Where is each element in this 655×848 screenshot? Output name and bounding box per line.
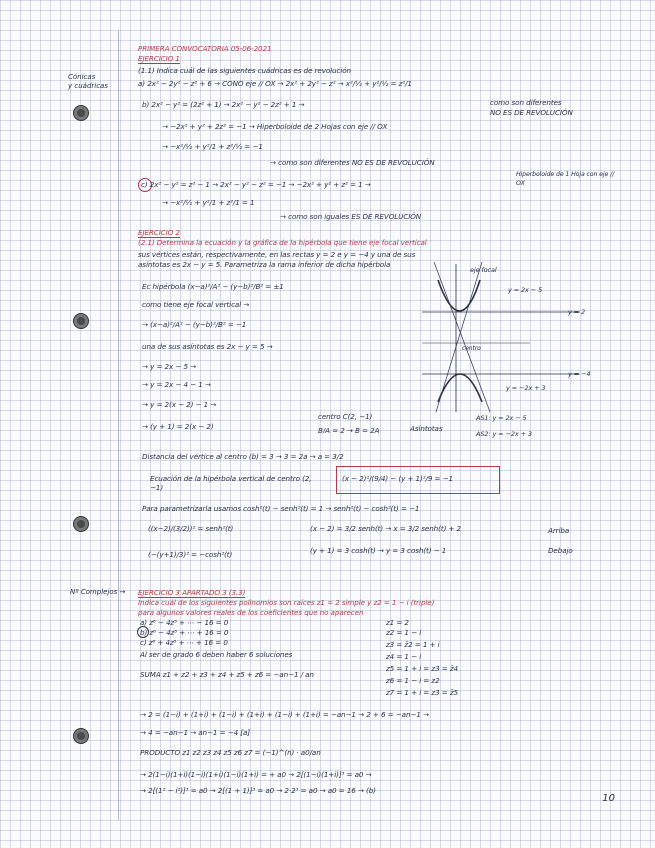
root-list-item: z4 = 1 − i xyxy=(386,652,422,661)
ex2-line: → (x−a)²/A² − (y−b)²/B² = −1 xyxy=(142,320,247,329)
graph-label: y = −2x + 3 xyxy=(506,384,546,392)
ex1-line: (1.1) Indica cuál de las siguientes cuádricas es de revolución xyxy=(138,66,352,75)
root-list-item: z7 = 1 + i = z3 = z̄5 xyxy=(386,688,458,697)
root-list-item: z6 = 1 − i = z2 xyxy=(386,676,440,685)
root-list-item: z1 = 2 xyxy=(386,618,409,627)
graph-label: y = 2 xyxy=(568,308,586,316)
ex1-line: → como son diferentes NO ES DE REVOLUCIÓN xyxy=(270,158,435,167)
ex3-line: → 2[(1² − i²)]³ = a0 → 2[(1 + 1)]³ = a0 → 2·2³ = a0 → a0 = 16 → (b) xyxy=(140,786,376,795)
ex3-option: a) z⁶ − 4z⁵ + ⋯ − 16 = 0 xyxy=(140,618,229,627)
ex2-line: → y = 2x − 5 → xyxy=(142,362,197,371)
ex1-line: a) 2x² − 2y² − z² + 6 → CONO eje // OX → 2x² + 2y² − z² → x²/½ + y²/½ = z²/1 xyxy=(138,79,412,88)
ex1-line: → −2x² + y² + 2z² = −1 → Hiperboloide de 2 Hojas con eje // OX xyxy=(162,122,388,131)
ex3-statement: Indica cuál de los siguientes polinomios son raíces z1 = 2 simple y z2 = 1 − i (triple) xyxy=(138,598,435,607)
ex3-line: → 4 = −an−1 → an−1 = −4 [a] xyxy=(140,728,250,737)
graph-label: eje focal xyxy=(470,266,497,274)
ex3-line: PRODUCTO z1 z2 z3 z4 z5 z6 z7 = (−1)^(n) · a0/an xyxy=(140,748,321,757)
ex2-line: (x − 2) = 3/2 senh(t) → x = 3/2 senh(t) + 2 xyxy=(310,524,462,533)
ex1-line: → −x²/½ + y²/1 + z²/1 = 1 xyxy=(162,198,255,207)
ex2-line: → y = 2x − 4 − 1 → xyxy=(142,380,211,389)
ex3-option: b) z⁶ − 4z⁵ + ⋯ + 16 = 0 xyxy=(140,628,229,637)
ex2-line: → (y + 1) = 2(x − 2) xyxy=(142,422,214,431)
ex3-line: → 2 = (1−i) + (1+i) + (1−i) + (1+i) + (1−i) + (1+i) = −an−1 → 2 + 6 = −an−1 → xyxy=(140,710,429,719)
ex1-line: → −x²/½ + y²/1 + z²/½ = −1 xyxy=(162,142,263,151)
ex2-line: Para parametrizarla usamos cosh²(t) − senh²(t) = 1 → senh²(t) − cosh²(t) = −1 xyxy=(142,504,420,513)
ex1-line: b) 2x² − y² = (2z² + 1) → 2x² − y² − 2z² + 1 → xyxy=(142,100,305,109)
exercise-title: EJERCICIO 2 xyxy=(138,228,180,237)
ex1-line: c) 2x² − y² = z² − 1 → 2x² − y² − z² = −1 → −2x² + y² + z² = 1 → xyxy=(141,180,371,189)
ex2-line: ((x−2)/(3/2))² = senh²(t) xyxy=(148,524,234,533)
binder-hole xyxy=(74,314,88,328)
ex2-line: Distancia del vértice al centro (b) = 3 → 3 = 2a → a = 3/2 xyxy=(142,452,344,461)
ex2-line: B/A = 2 → B = 2A xyxy=(318,426,380,435)
root-list-item: z3 = z̄2 = 1 + i xyxy=(386,640,440,649)
ex3-statement: para algunos valores reales de los coeficientes que no aparecen xyxy=(138,608,364,617)
ex2-line: Ec hipérbola (x−a)²/A² − (y−b)²/B² = ±1 xyxy=(142,282,284,291)
exercise-title: EJERCICIO 3 APARTADO 3 (3.3) xyxy=(138,588,246,597)
hyperbola-graph xyxy=(420,262,590,422)
graph-label: y = 2x − 5 xyxy=(508,286,543,294)
ex2-line: Ecuación de la hipérbola vertical de centro (2, −1) xyxy=(150,474,312,492)
ex2-line: AS2: y = −2x + 3 xyxy=(476,430,532,438)
ex2-line: Arriba xyxy=(548,526,570,535)
ex3-option: c) z⁶ + 4z⁵ + ⋯ + 16 = 0 xyxy=(140,638,228,647)
binder-hole xyxy=(74,729,88,743)
exercise-title: EJERCICIO 1 xyxy=(138,54,180,63)
margin-note: Cónicas xyxy=(68,73,96,81)
ex3-line: SUMA z1 + z2 + z3 + z4 + z5 + z6 = −an−1 / an xyxy=(140,670,314,679)
ex2-line: Debajo xyxy=(548,546,573,555)
graph-label: centro xyxy=(462,345,481,352)
margin-note: Nº Complejos → xyxy=(70,588,126,596)
ex3-line: Al ser de grado 6 deben haber 6 soluciones xyxy=(140,650,293,659)
exam-header: PRIMERA CONVOCATORIA 05-06-2021 xyxy=(138,44,272,53)
ex2-line: (y + 1) = 3 cosh(t) → y = 3 cosh(t) − 1 xyxy=(310,546,447,555)
ex2-line: una de sus asíntotas es 2x − y = 5 → xyxy=(142,342,273,351)
ex2-statement: (2.1) Determina la ecuación y la gráfica de la hipérbola que tiene eje focal vertical xyxy=(138,238,427,247)
ex1-line: NO ES DE REVOLUCIÓN xyxy=(490,108,573,117)
root-list-item: z5 = 1 + i = z3 = z̄4 xyxy=(386,664,458,673)
binder-hole xyxy=(74,106,88,120)
margin-line xyxy=(118,30,119,820)
margin-note: y cuádricas xyxy=(68,82,108,90)
ex2-statement: sus vértices están, respectivamente, en las rectas y = 2 e y = −4 y una de sus xyxy=(138,250,416,259)
ex3-line: → 2(1−i)(1+i)(1−i)(1+i)(1−i)(1+i) = + a0 → 2[(1−i)(1+i)]³ = a0 → xyxy=(140,770,372,779)
ex2-statement: asíntotas es 2x − y = 5. Parametriza la rama inferior de dicha hipérbola xyxy=(138,260,391,269)
root-list-item: z2 = 1 − i xyxy=(386,628,422,637)
ex2-line: AS1: y = 2x − 5 xyxy=(476,414,527,422)
page-number: 10 xyxy=(602,793,615,804)
ex1-note: Hiperboloide de 1 Hoja con eje // OX xyxy=(516,171,615,187)
ex2-line: centro C(2, −1) xyxy=(318,412,373,421)
ex1-line: → como son iguales ES DE REVOLUCIÓN xyxy=(280,212,422,221)
binder-hole xyxy=(74,517,88,531)
ex2-line: → y = 2(x − 2) − 1 → xyxy=(142,400,217,409)
ex2-line: como tiene eje focal vertical → xyxy=(142,300,250,309)
ex1-line: como son diferentes xyxy=(490,98,562,107)
hyperbola-equation: (x − 2)²/(9/4) − (y + 1)²/9 = −1 xyxy=(342,474,453,483)
ex2-line: (−(y+1)/3)² = −cosh²(t) xyxy=(148,550,233,559)
ex2-line: Asíntotas xyxy=(410,424,443,433)
graph-label: y = −4 xyxy=(568,370,591,378)
